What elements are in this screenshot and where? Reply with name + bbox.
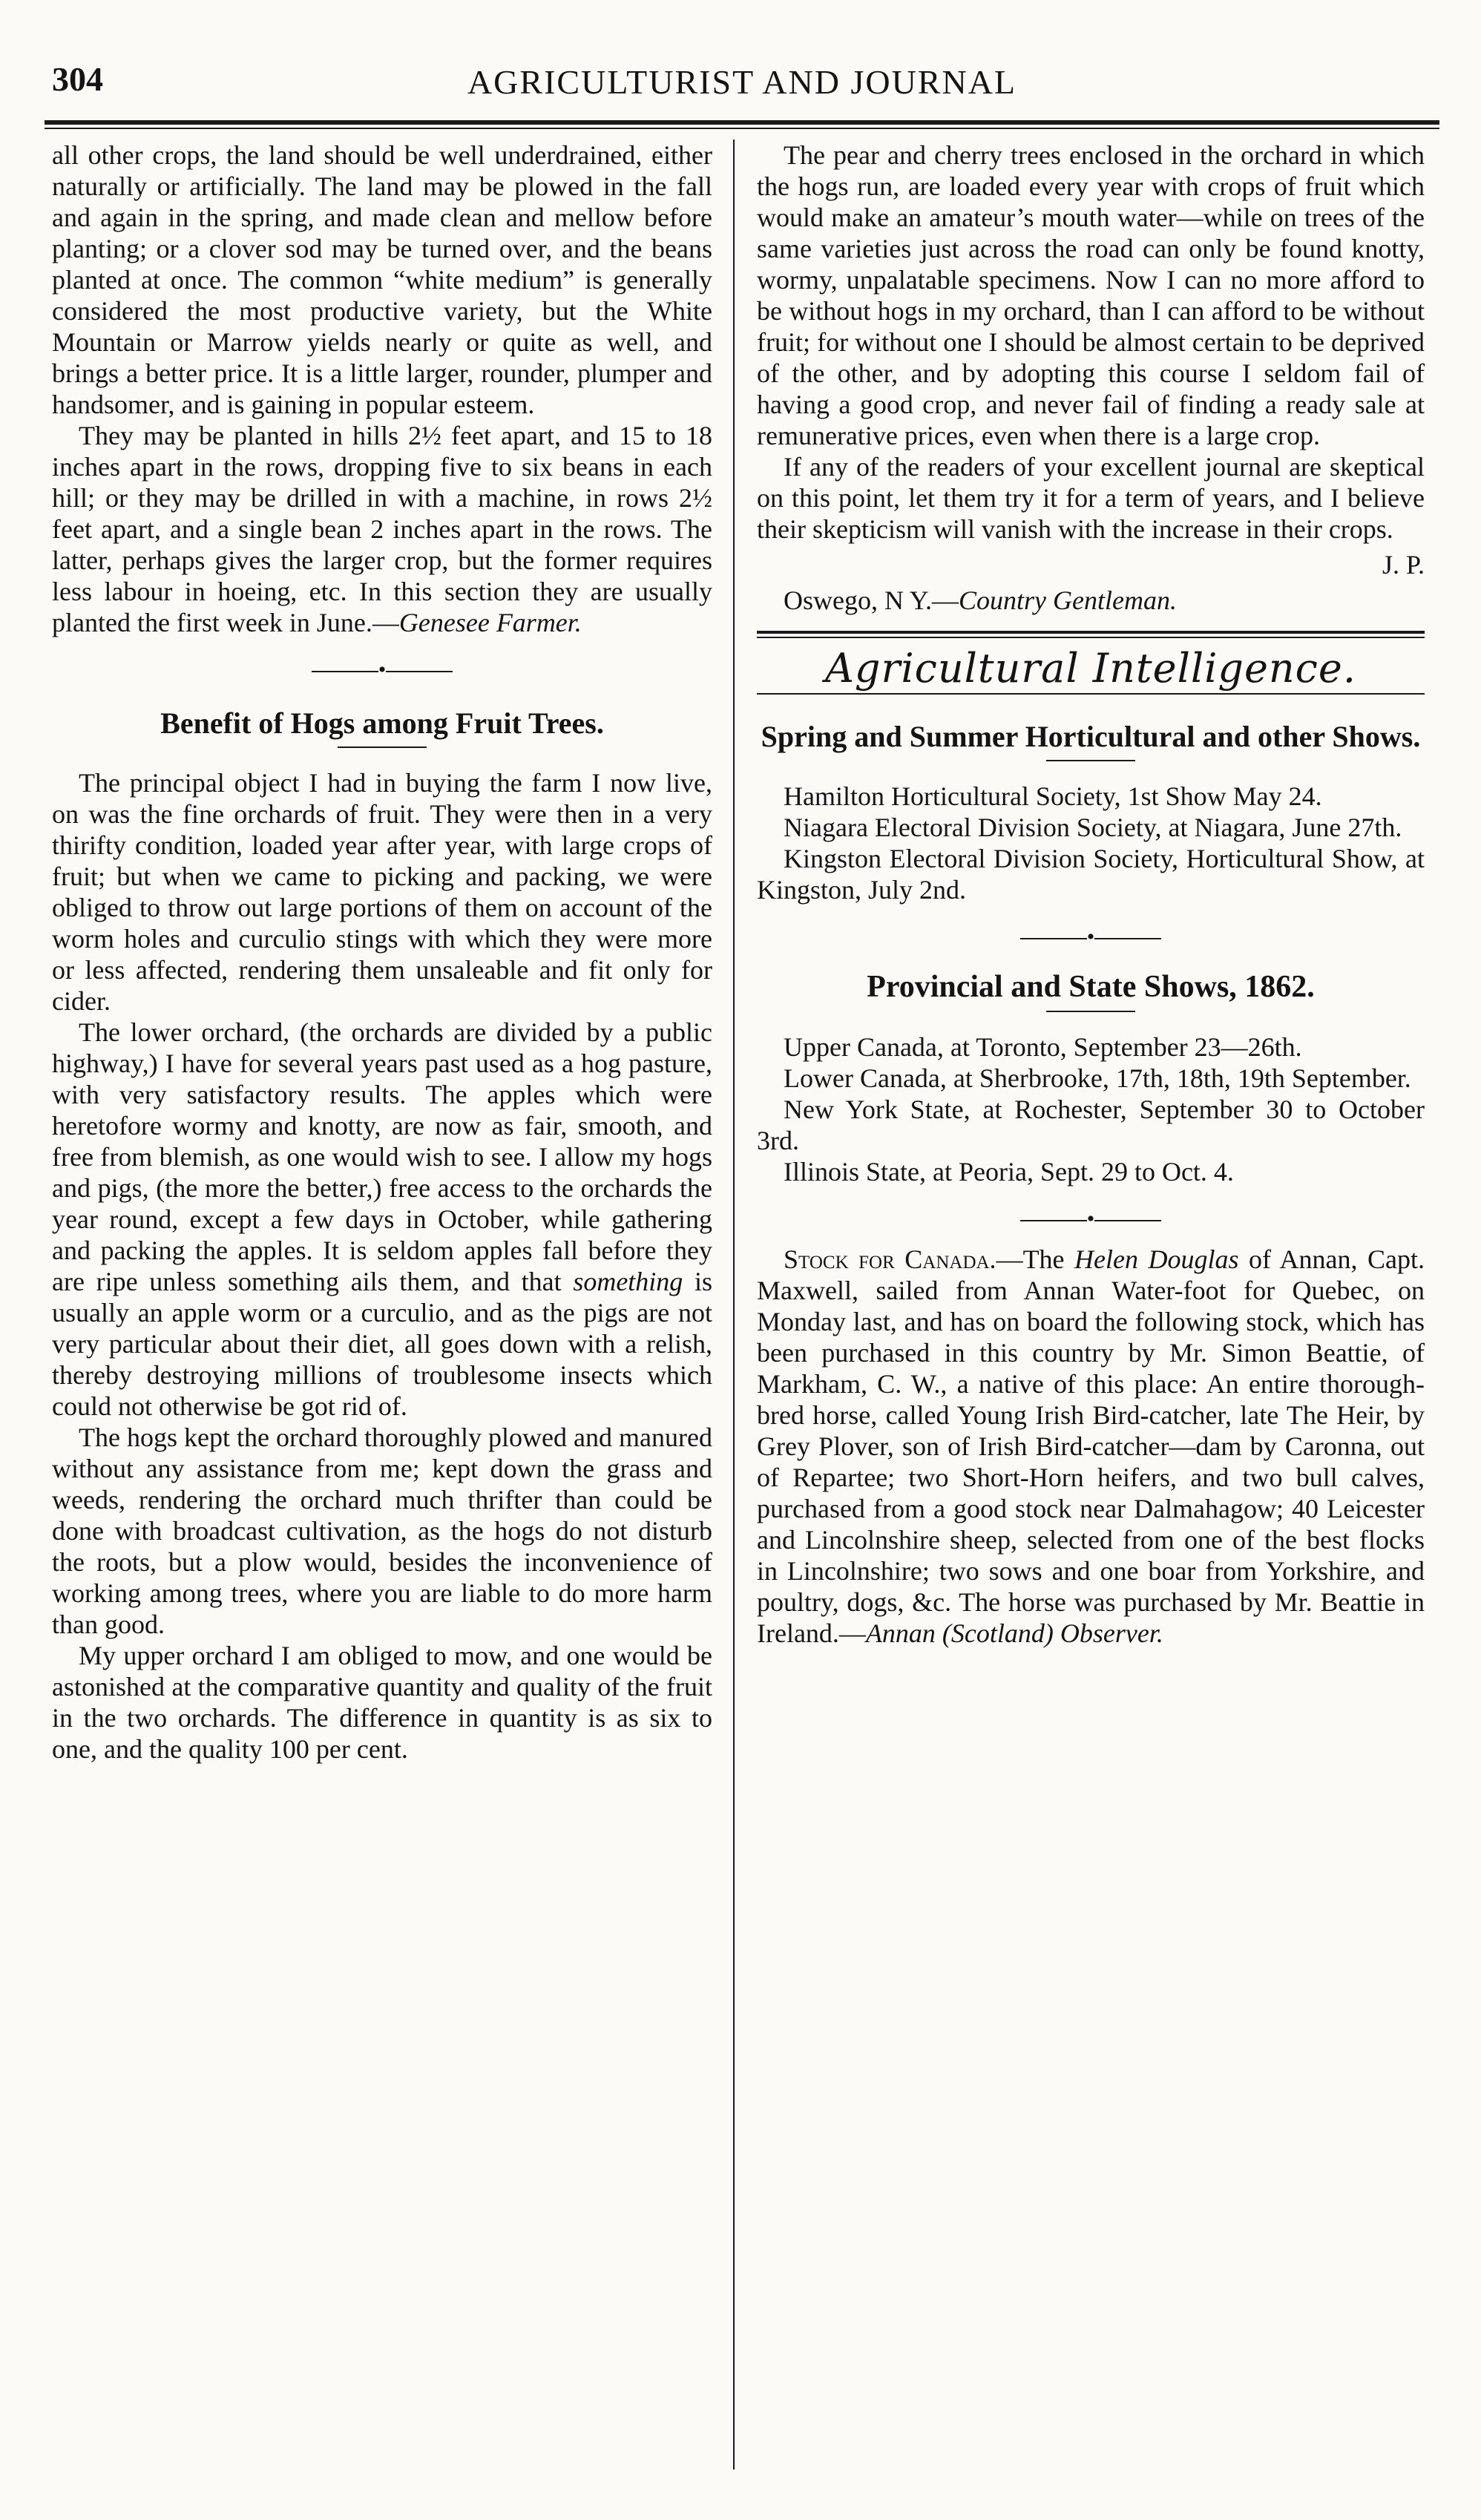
stock-source: Annan (Scotland) Observer. <box>865 1618 1163 1648</box>
ornament-divider: • <box>52 659 712 681</box>
page-number: 304 <box>52 60 103 98</box>
show-item-3: Kingston Electoral Division Society, Horticultural Show, at Kingston, July 2nd. <box>757 844 1425 905</box>
provincial-item-4: Illinois State, at Peoria, Sept. 29 to Oct. 4. <box>784 1157 1234 1187</box>
ornament-divider-3: • <box>757 1208 1425 1230</box>
hogs-paragraph-6: If any of the readers of your excellent journal are skeptical on this point, let them try it for a term of years, and I believe their skepticism will vanish with the increase in their crops. <box>757 452 1425 544</box>
left-column <box>52 140 712 1765</box>
hogs-paragraph-2-text-b: is usually an apple worm or a curculio, and as the pigs are not very particular about their diet, all goes down with a relish, thereby destroying millions of troublesome insects which could not otherwise be got rid of. <box>52 1267 713 1421</box>
shows-title: Spring and Summer Horticultural and other Shows. <box>761 720 1421 753</box>
page-header <box>45 52 1439 119</box>
beans-paragraph-1: all other crops, the land should be well underdrained, either naturally or artificially. The land may be plowed in the fall and again in the spring, and made clean and mellow before planting; or a clover sod may be turned over, and the beans planted at once. The common “white medium” is generally considered the most productive variety, but the White Mountain or Marrow yields nearly or quite as well, and brings a better price. It is a little larger, rounder, plumper and handsomer, and is gaining in popular esteem. <box>52 140 712 419</box>
provincial-item-3: New York State, at Rochester, September 30 to October 3rd. <box>757 1095 1425 1155</box>
hogs-paragraph-2 <box>52 1017 712 1422</box>
signature: J. P. <box>1382 550 1425 580</box>
running-title: AGRICULTURIST AND JOURNAL <box>467 63 1017 101</box>
dateline <box>757 585 1425 616</box>
dateline-place: Oswego, N Y.— <box>784 585 959 615</box>
stock-ship-name: Helen Douglas <box>1074 1244 1239 1274</box>
stock-lead: Stock for Canada. <box>784 1244 996 1274</box>
beans-paragraph-2 <box>52 420 712 638</box>
show-item-1: Hamilton Horticultural Society, 1st Show May 24. <box>784 781 1322 811</box>
dateline-source: Country Gentleman. <box>959 585 1177 615</box>
hogs-article-title: Benefit of Hogs among Fruit Trees. <box>160 706 604 740</box>
hogs-paragraph-5: The pear and cherry trees enclosed in the orchard in which the hogs run, are loaded every year with crops of fruit which would make an amateur’s mouth water—while on trees of the same varieties just across the road can only be found knotty, wormy, unpalatable specimens. Now I can no more afford to be without hogs in my orchard, than I can afford to be without fruit; for without one I should be almost certain to be deprived of the other, and by adopting this course I seldom fail of having a good crop, and never fail of finding a ready sale at remunerative prices, even when there is a large crop. <box>757 140 1425 450</box>
provincial-item-1: Upper Canada, at Toronto, September 23—26th. <box>784 1032 1302 1062</box>
header-rule <box>45 120 1439 125</box>
header-rule-thin <box>45 128 1439 129</box>
stock-paragraph <box>757 1244 1425 1649</box>
right-column <box>757 140 1425 1649</box>
section-rule-thin <box>757 637 1425 638</box>
beans-paragraph-2-text: They may be planted in hills 2½ feet apart, and 15 to 18 inches apart in the rows, dropping five to six beans in each hill; or they may be drilled in with a machine, in rows 2½ feet apart, and a single bean 2 inches apart in the rows. The latter, perhaps gives the larger crop, but the former requires less labour in hoeing, etc. In this section they are usually planted the first week in June.— <box>52 421 712 637</box>
stock-text-b: of Annan, Capt. Maxwell, sailed from Annan Water-foot for Quebec, on Monday last, and has on board the following stock, which has been purchased in this country by Mr. Simon Beattie, of Markham, C. W., a native of this place: An entire thorough-bred horse, called Young Irish Bird-catcher, late The Heir, by Grey Plover, son of Irish Bird-catcher—dam by Caronna, out of Repartee; two Short-Horn heifers, and two bull calves, purchased from a good stock near Dalmahagow; 40 Leicester and Lincolnshire sheep, selected from one of the best flocks in Lincolnshire; two sows and one boar from Yorkshire, and poultry, dogs, &c. The horse was purchased by Mr. Beattie in Ireland.— <box>757 1244 1425 1648</box>
hogs-paragraph-4: My upper orchard I am obliged to mow, and one would be astonished at the comparative quantity and quality of the fruit in the two orchards. The difference in quantity is as six to one, and the quality 100 per cent. <box>52 1641 712 1764</box>
hogs-paragraph-2-emphasis: something <box>573 1267 683 1296</box>
section-title: Agricultural Intelligence. <box>824 645 1357 692</box>
section-title-rule <box>757 693 1425 695</box>
show-item-2: Niagara Electoral Division Society, at Niagara, June 27th. <box>784 813 1402 842</box>
provincial-title: Provincial and State Shows, 1862. <box>867 970 1315 1004</box>
provincial-title-underline <box>1046 1011 1135 1012</box>
shows-title-underline <box>1046 760 1135 761</box>
ornament-divider-2: • <box>757 926 1425 948</box>
hogs-paragraph-2-text-a: The lower orchard, (the orchards are divided by a public highway,) I have for several years past used as a hog pasture, with very satisfactory results. The apples which were heretofore wormy and knotty, are now as fair, smooth, and free from blemish, as one would wish to see. I allow my hogs and pigs, (the more the better,) free access to the orchards the year round, except a few days in October, while gathering and packing the apples. It is seldom apples fall before they are ripe unless something ails them, and that <box>52 1017 712 1296</box>
newspaper-page <box>45 52 1439 2486</box>
title-underline <box>338 747 427 748</box>
column-divider <box>733 140 735 2470</box>
section-rule-thick <box>757 631 1425 634</box>
hogs-paragraph-3: The hogs kept the orchard thoroughly plowed and manured without any assistance from me; kept down the grass and weeds, rendering the orchard much thrifter than could be done with broadcast cultivation, as the hogs do not disturb the roots, but a plow would, besides the inconvenience of working among trees, where you are liable to do more harm than good. <box>52 1423 712 1639</box>
hogs-paragraph-1: The principal object I had in buying the farm I now live, on was the fine orchards of fruit. They were then in a very thirifty condition, loaded year after year, with large crops of fruit; but when we came to picking and packing, we were obliged to throw out large portions of them on account of the worm holes and curculio stings with which they were more or less affected, rendering them unsaleable and fit only for cider. <box>52 768 712 1016</box>
provincial-item-2: Lower Canada, at Sherbrooke, 17th, 18th, 19th September. <box>784 1063 1411 1093</box>
stock-text-a: —The <box>996 1244 1075 1274</box>
beans-source: Genesee Farmer. <box>398 608 582 637</box>
